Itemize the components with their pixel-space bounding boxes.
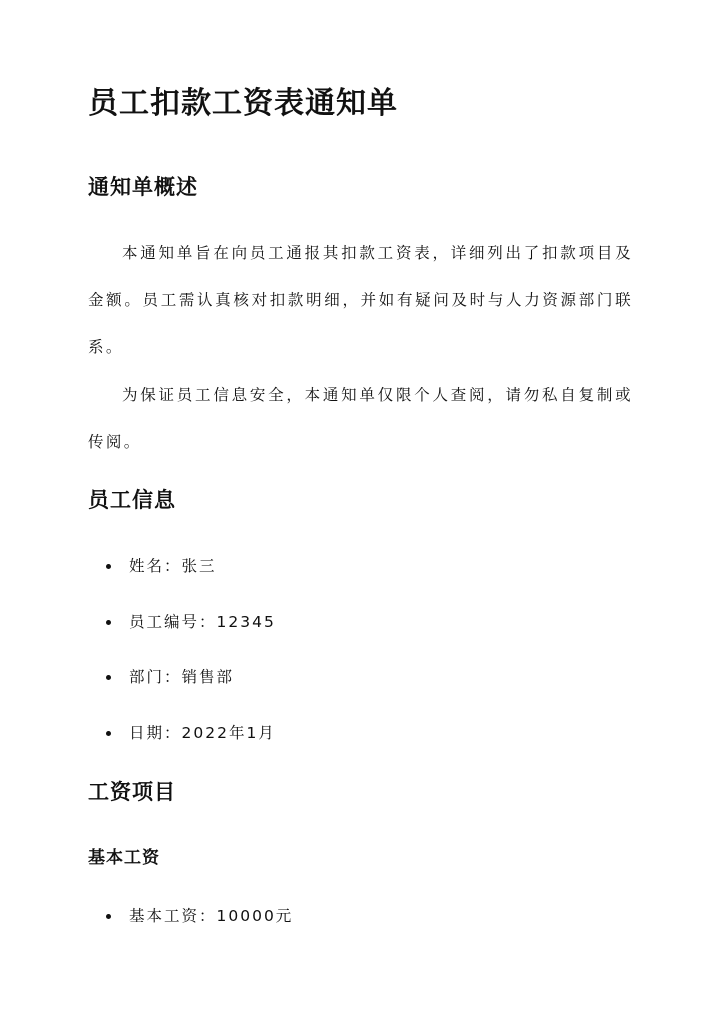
bullet-icon — [106, 914, 111, 919]
employee-date: 日期：2022年1月 — [129, 724, 276, 742]
list-item — [106, 721, 276, 745]
basic-salary-value: 基本工资：10000元 — [129, 907, 294, 925]
employee-info-heading: 员工信息 — [88, 487, 176, 512]
list-item — [106, 665, 234, 689]
bullet-icon — [106, 620, 111, 625]
employee-id: 员工编号：12345 — [129, 613, 276, 631]
employee-department: 部门：销售部 — [129, 668, 235, 686]
salary-items-heading: 工资项目 — [88, 779, 176, 804]
overview-heading: 通知单概述 — [88, 174, 198, 199]
bullet-icon — [106, 731, 111, 736]
document-title: 员工扣款工资表通知单 — [88, 86, 398, 121]
bullet-icon — [106, 564, 111, 569]
list-item — [106, 610, 276, 634]
overview-paragraph-1: 本通知单旨在向员工通报其扣款工资表，详细列出了扣款项目及金额。员工需认真核对扣款明细，并如有疑问及时与人力资源部门联系。 — [88, 244, 633, 356]
basic-salary-heading: 基本工资 — [88, 848, 160, 868]
bullet-icon — [106, 675, 111, 680]
list-item — [106, 904, 293, 928]
overview-paragraph-2: 为保证员工信息安全，本通知单仅限个人查阅，请勿私自复制或传阅。 — [88, 386, 633, 451]
employee-name: 姓名：张三 — [129, 557, 217, 575]
list-item — [106, 554, 217, 578]
